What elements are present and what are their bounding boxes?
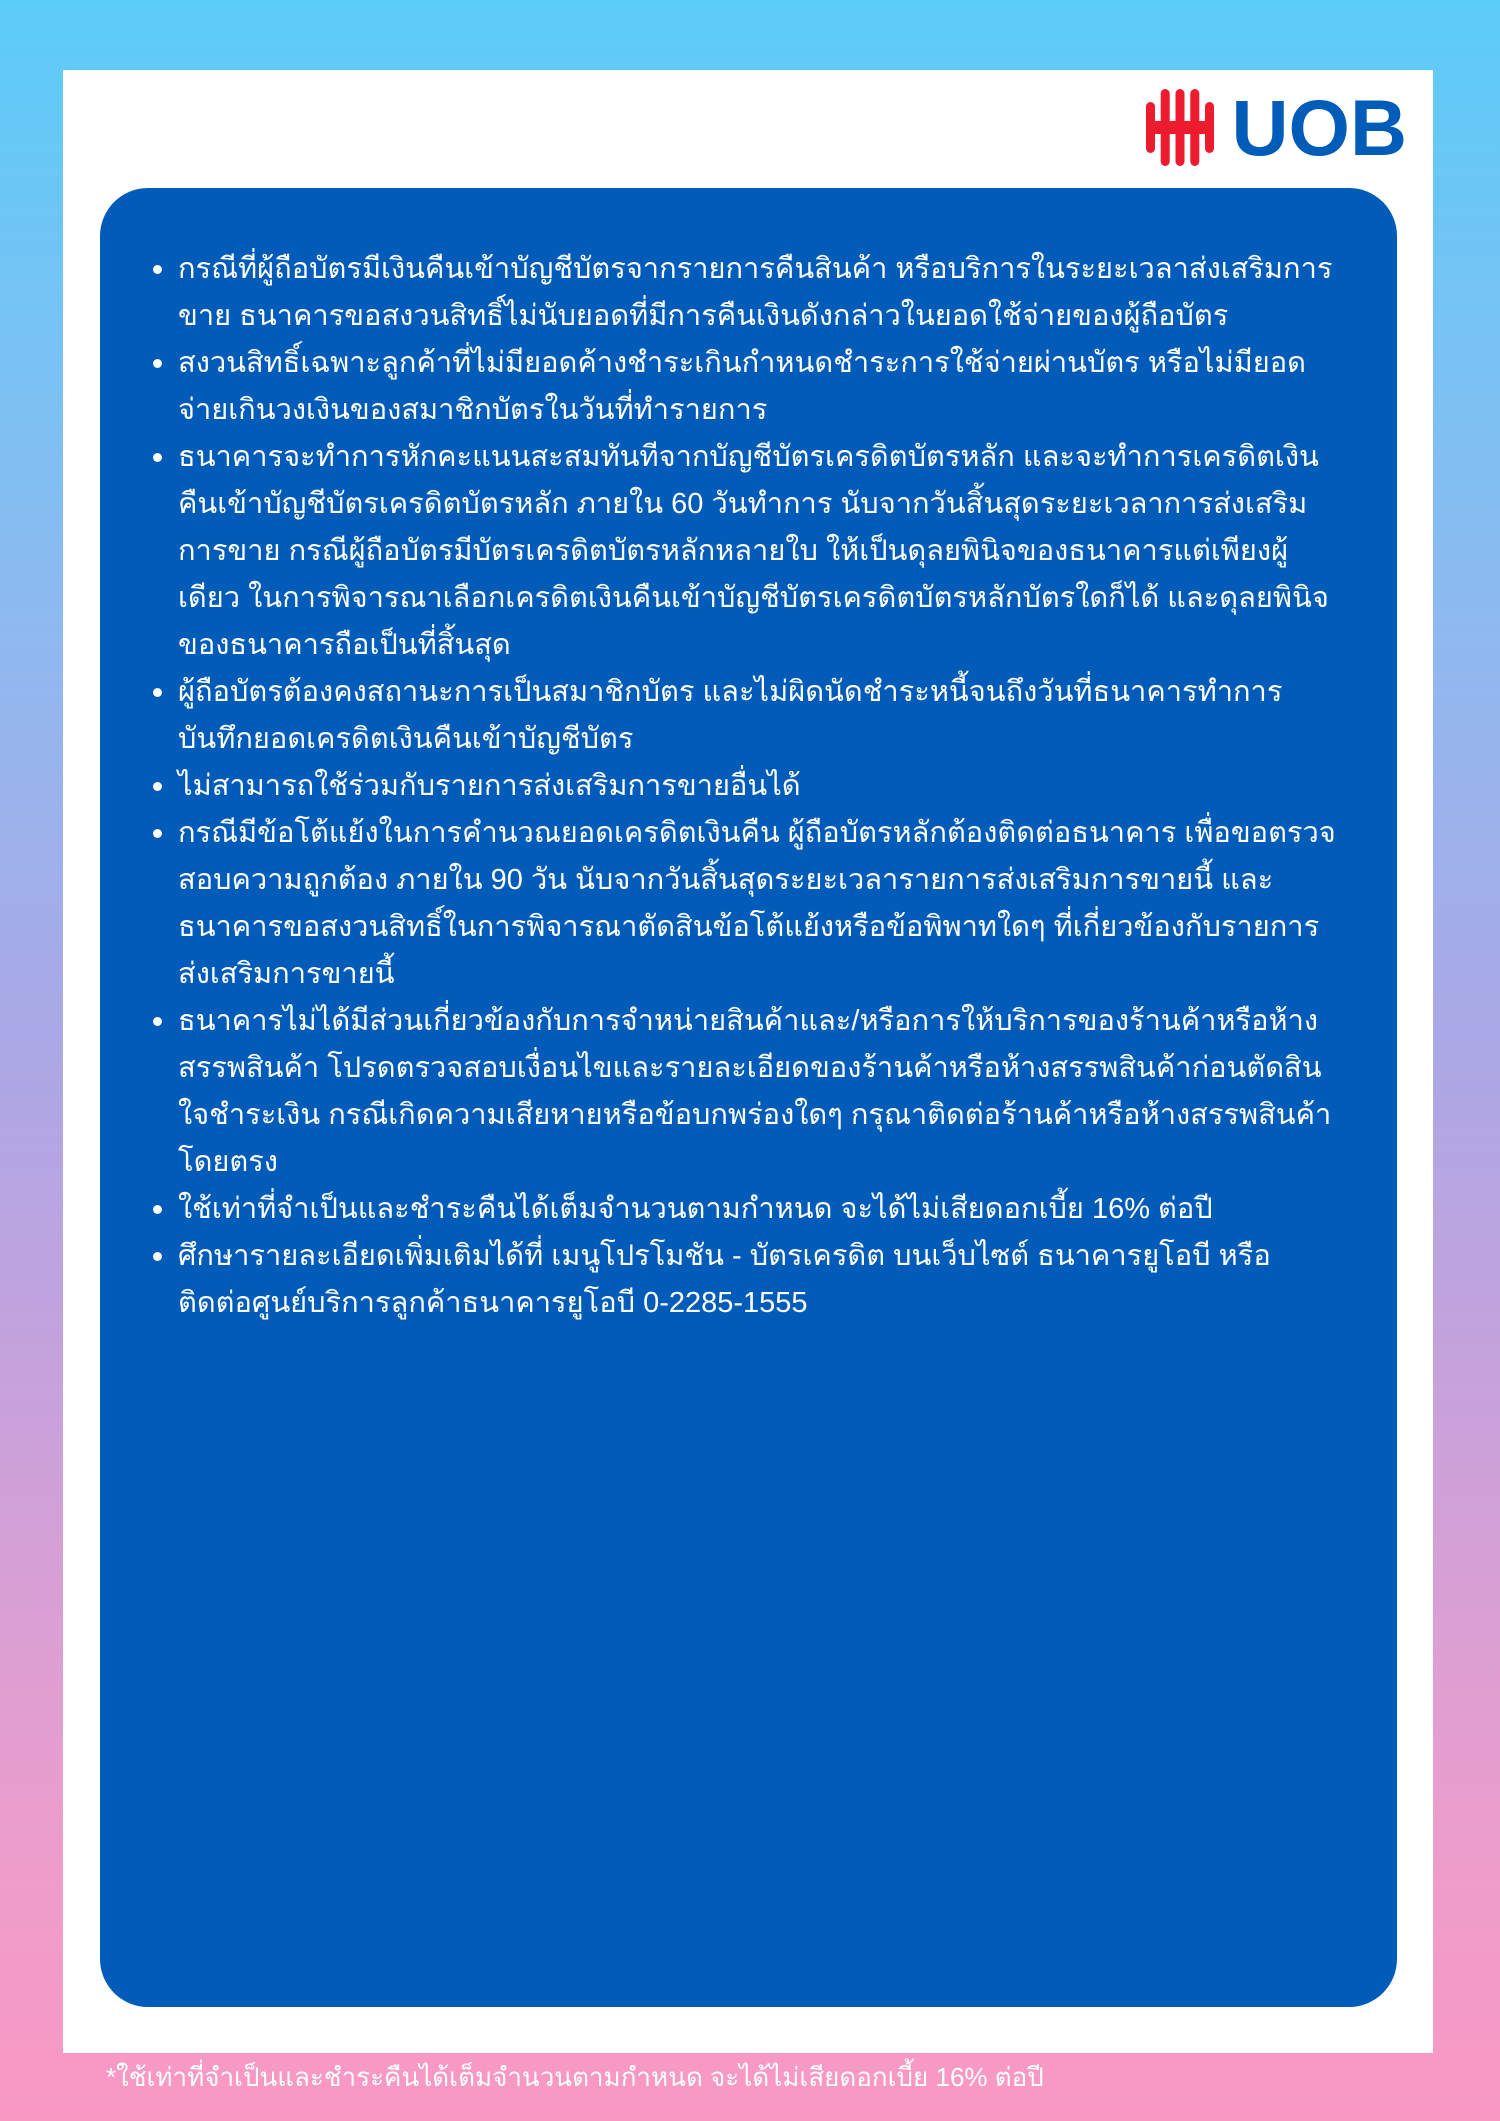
terms-panel xyxy=(100,188,1397,2007)
term-item xyxy=(150,669,1337,763)
terms-list xyxy=(150,246,1337,1327)
term-text: กรณีมีข้อโต้แย้งในการคำนวณยอดเครดิตเงินคืน ผู้ถือบัตรหลักต้องติดต่อธนาคาร เพื่อขอตรวจสอบความถูกต้อง ภายใน 90 วัน นับจากวันสิ้นสุดระยะเวลารายการส่งเสริมการขายนี้ และธนาคารขอสงวนสิทธิ์ในการพิจารณาตัดสินข้อโต้แย้งหรือข้อพิพาทใดๆ ที่เกี่ยวข้องกับรายการส่งเสริมการขายนี้ xyxy=(178,817,1336,990)
uob-logo-text: UOB xyxy=(1231,83,1407,172)
term-text: กรณีที่ผู้ถือบัตรมีเงินคืนเข้าบัญชีบัตรจากรายการคืนสินค้า หรือบริการในระยะเวลาส่งเสริมการขาย ธนาคารขอสงวนสิทธิ์ไม่นับยอดที่มีการคืนเงินดังกล่าวในยอดใช้จ่ายของผู้ถือบัตร xyxy=(178,253,1333,332)
uob-logo xyxy=(1146,83,1407,172)
term-item xyxy=(150,763,1337,810)
term-item xyxy=(150,246,1337,340)
footer-note: *ใช้เท่าที่จำเป็นและชำระคืนได้เต็มจำนวนตามกำหนด จะได้ไม่เสียดอกเบี้ย 16% ต่อปี xyxy=(106,2062,1044,2092)
term-item xyxy=(150,1233,1337,1327)
term-text: ผู้ถือบัตรต้องคงสถานะการเป็นสมาชิกบัตร และไม่ผิดนัดชำระหนี้จนถึงวันที่ธนาคารทำการบันทึกยอดเครดิตเงินคืนเข้าบัญชีบัตร xyxy=(178,676,1283,755)
term-text: ใช้เท่าที่จำเป็นและชำระคืนได้เต็มจำนวนตามกำหนด จะได้ไม่เสียดอกเบี้ย 16% ต่อปี xyxy=(178,1193,1213,1225)
term-item xyxy=(150,1186,1337,1233)
term-text: ธนาคารจะทำการหักคะแนนสะสมทันทีจากบัญชีบัตรเครดิตบัตรหลัก และจะทำการเครดิตเงินคืนเข้าบัญชีบัตรเครดิตบัตรหลัก ภายใน 60 วันทำการ นับจากวันสิ้นสุดระยะเวลาการส่งเสริมการขาย กรณีผู้ถือบัตรมีบัตรเครดิตบัตรหลักหลายใบ ให้เป็นดุลยพินิจของธนาคารแต่เพียงผู้เดียว ในการพิจารณาเลือกเครดิตเงินคืนเข้าบัญชีบัตรเครดิตบัตรหลักบัตรใดก็ได้ และดุลยพินิจของธนาคารถือเป็นที่สิ้นสุด xyxy=(178,441,1329,661)
term-text: ไม่สามารถใช้ร่วมกับรายการส่งเสริมการขายอื่นได้ xyxy=(178,770,801,802)
term-text: ศึกษารายละเอียดเพิ่มเติมได้ที่ เมนูโปรโมชัน - บัตรเครดิต บนเว็บไซต์ ธนาคารยูโอบี หรือติดต่อศูนย์บริการลูกค้าธนาคารยูโอบี 0-2285-1555 xyxy=(178,1240,1271,1319)
term-item xyxy=(150,340,1337,434)
promo-card xyxy=(63,70,1433,2053)
term-text: สงวนสิทธิ์เฉพาะลูกค้าที่ไม่มียอดค้างชำระเกินกำหนดชำระการใช้จ่ายผ่านบัตร หรือไม่มียอดจ่ายเกินวงเงินของสมาชิกบัตรในวันที่ทำรายการ xyxy=(178,347,1306,426)
term-item xyxy=(150,998,1337,1186)
term-text: ธนาคารไม่ได้มีส่วนเกี่ยวข้องกับการจำหน่ายสินค้าและ/หรือการให้บริการของร้านค้าหรือห้างสรรพสินค้า โปรดตรวจสอบเงื่อนไขและรายละเอียดของร้านค้าหรือห้างสรรพสินค้าก่อนตัดสินใจชำระเงิน กรณีเกิดความเสียหายหรือข้อบกพร่องใดๆ กรุณาติดต่อร้านค้าหรือห้างสรรพสินค้าโดยตรง xyxy=(178,1005,1332,1178)
term-item xyxy=(150,810,1337,998)
uob-logo-mark-icon xyxy=(1146,89,1214,166)
term-item xyxy=(150,434,1337,669)
